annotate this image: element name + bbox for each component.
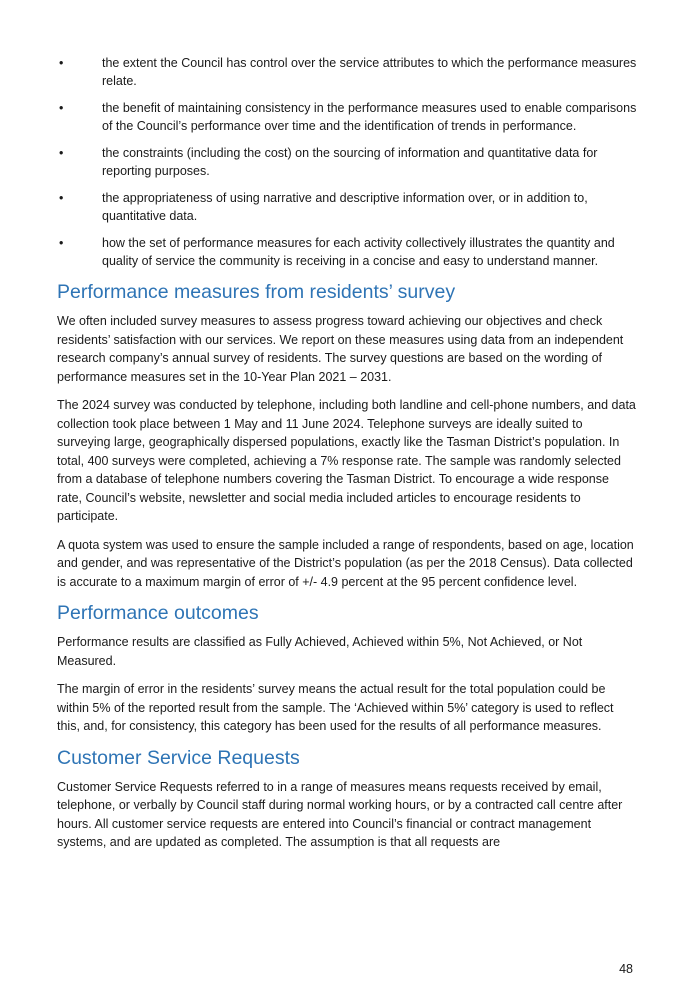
- bullet-item: [57, 235, 637, 270]
- page-number: 48: [619, 962, 633, 976]
- bullet-icon: •: [59, 56, 64, 70]
- section-performance-outcomes: [57, 601, 637, 736]
- bullet-text: the extent the Council has control over the service attributes to which the performance measures relate.: [102, 56, 637, 88]
- bullet-item: [57, 145, 637, 180]
- section-residents-survey: [57, 280, 637, 591]
- page-content: [57, 55, 637, 862]
- bullet-list: [57, 55, 637, 270]
- paragraph: The 2024 survey was conducted by telephone, including both landline and cell-phone numbers, and data collection took place between 1 May and 11 June 2024. Telephone surveys are ideally suited to surveying large, geographically dispersed populations, exactly like the Tasman District’s population. In total, 400 surveys were completed, achieving a 7% response rate. The sample was randomly selected from a database of telephone numbers covering the Tasman District. To encourage a wide response rate, Council’s website, newsletter and social media included articles to encourage residents to participate.: [57, 398, 636, 523]
- bullet-item: [57, 55, 637, 90]
- bullet-text: the appropriateness of using narrative and descriptive information over, or in addition to, quantitative data.: [102, 191, 588, 223]
- bullet-icon: •: [59, 101, 64, 115]
- bullet-icon: •: [59, 236, 64, 250]
- bullet-icon: •: [59, 146, 64, 160]
- bullet-item: [57, 100, 637, 135]
- bullet-text: the constraints (including the cost) on the sourcing of information and quantitative data for reporting purposes.: [102, 146, 598, 178]
- section-heading: Customer Service Requests: [57, 746, 300, 769]
- section-customer-service-requests: [57, 746, 637, 852]
- bullet-icon: •: [59, 191, 64, 205]
- paragraph: Performance results are classified as Fully Achieved, Achieved within 5%, Not Achieved, or Not Measured.: [57, 635, 583, 668]
- bullet-text: how the set of performance measures for each activity collectively illustrates the quantity and quality of service the community is receiving in a concise and easy to understand manner.: [102, 236, 615, 268]
- paragraph: The margin of error in the residents’ survey means the actual result for the total population could be within 5% of the reported result from the sample. The ‘Achieved within 5%’ category is used to reflect this, and, for consistency, this category has been used for the results of all performance measures.: [57, 682, 614, 733]
- section-heading: Performance outcomes: [57, 602, 259, 624]
- paragraph: We often included survey measures to assess progress toward achieving our objectives and check residents’ satisfaction with our services. We report on these measures using data from an independent research company’s annual survey of residents. The survey questions are based on the wording of performance measures set in the 10-Year Plan 2021 – 2031.: [57, 314, 624, 384]
- paragraph: A quota system was used to ensure the sample included a range of respondents, based on age, location and gender, and was representative of the District’s population (as per the 2018 Census). Data collected is accurate to a maximum margin of error of +/- 4.9 percent at the 95 percent confidence level.: [57, 537, 634, 589]
- section-heading: Performance measures from residents’ survey: [57, 281, 456, 303]
- bullet-item: [57, 190, 637, 225]
- bullet-text: the benefit of maintaining consistency in the performance measures used to enable comparisons of the Council’s performance over time and the identification of trends in performance.: [102, 101, 637, 133]
- paragraph: Customer Service Requests referred to in a range of measures means requests received by email, telephone, or verbally by Council staff during normal working hours, or by a contracted call centre after hours. All customer service requests are entered into Council’s financial or contract management systems, and are updated as completed. The assumption is that all requests are: [57, 779, 623, 849]
